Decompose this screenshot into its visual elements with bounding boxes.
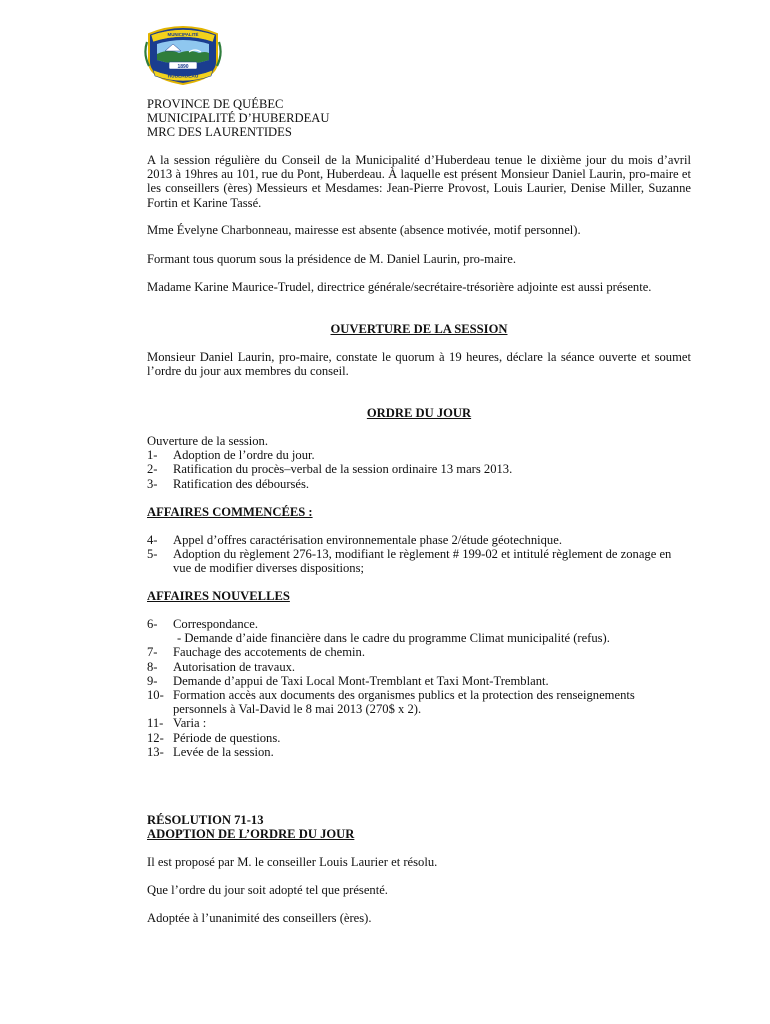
item-number: 6- (147, 617, 158, 631)
business-started-list (147, 533, 691, 576)
quorum-paragraph: Formant tous quorum sous la présidence de M. Daniel Laurin, pro-maire. (147, 252, 516, 266)
new-business-heading: AFFAIRES NOUVELLES (147, 589, 290, 603)
item-text: Fauchage des accotements de chemin. (173, 645, 365, 660)
logo-bottom-text: HUBERDEAU (167, 74, 199, 80)
list-item (147, 477, 691, 491)
resolution-header (147, 813, 691, 841)
business-started-items (147, 533, 691, 576)
municipality-line: MUNICIPALITÉ D’HUBERDEAU (147, 111, 330, 126)
item-text: Ratification des déboursés. (173, 476, 310, 491)
list-item (147, 645, 691, 659)
item-text: Appel d’offres caractérisation environnementale phase 2/étude géotechnique. (173, 533, 562, 547)
agenda-list (147, 434, 691, 491)
list-item (147, 660, 691, 674)
list-item (147, 731, 691, 745)
list-item (147, 448, 691, 462)
item-number: 1- (147, 448, 158, 463)
item-text: Demande d’appui de Taxi Local Mont-Tremblant et Taxi Mont-Tremblant. (173, 673, 549, 688)
item-text: Ratification du procès–verbal de la session ordinaire 13 mars 2013. (173, 462, 513, 477)
item-number: 9- (147, 673, 158, 688)
item-number: 10- (147, 688, 164, 703)
item-number: 2- (147, 462, 158, 477)
item-number: 3- (147, 476, 158, 491)
header-block (147, 97, 691, 140)
item-number: 12- (147, 730, 164, 745)
new-business-list (147, 617, 691, 759)
resolution-that: Que l’ordre du jour soit adopté tel que présenté. (147, 883, 388, 897)
resolution-title: ADOPTION DE L’ORDRE DU JOUR (147, 827, 355, 842)
province-line: PROVINCE DE QUÉBEC (147, 97, 284, 111)
item-number: 13- (147, 744, 164, 759)
list-item (147, 745, 691, 759)
agenda-items (147, 448, 691, 491)
intro-paragraph: A la session régulière du Conseil de la Municipalité d’Huberdeau tenue le dixième jour du mois d’avril 2013 à 19hres au 101, rue du Pont, Huberdeau. À laquelle est présent Monsieur Daniel Laurin, pro-maire et les conseillers (ères) Messieurs et Mesdames: Jean-Pierre Provost, Louis Laurier, Denise Miller, Suzanne Fortin et Karine Tassé. (147, 153, 691, 210)
opening-paragraph: Monsieur Daniel Laurin, pro-maire, constate le quorum à 19 heures, déclare la séance ouverte et soumet l’ordre du jour aux membres du conseil. (147, 350, 691, 379)
item-number: 7- (147, 645, 158, 660)
resolution-adopted: Adoptée à l’unanimité des conseillers (ères). (147, 911, 372, 925)
item-text: Autorisation de travaux. (173, 659, 296, 674)
list-item (147, 533, 691, 547)
list-item (147, 674, 691, 688)
item-text: Formation accès aux documents des organismes publics et la protection des renseignements personnels à Val-David le 8 mai 2013 (270$ x 2). (173, 688, 635, 717)
item-number: 5- (147, 547, 158, 562)
list-item (147, 547, 691, 575)
municipality-logo (143, 22, 223, 86)
item-text: - Demande d’aide financière dans le cadre du programme Climat municipalité (refus). (177, 631, 610, 646)
agenda-heading: ORDRE DU JOUR (366, 406, 472, 420)
resolution-number: RÉSOLUTION 71-13 (147, 813, 264, 827)
opening-heading: OUVERTURE DE LA SESSION (330, 322, 508, 336)
business-started-heading: AFFAIRES COMMENCÉES : (147, 505, 313, 519)
mrc-line: MRC DES LAURENTIDES (147, 125, 292, 140)
logo-year-text: 1890 (177, 64, 189, 70)
item-text: Adoption de l’ordre du jour. (173, 448, 315, 463)
resolution-proposed: Il est proposé par M. le conseiller Louis Laurier et résolu. (147, 855, 438, 869)
list-item (147, 462, 691, 476)
list-item (147, 631, 691, 645)
item-number: 8- (147, 659, 158, 674)
list-item (147, 617, 691, 631)
item-text: Correspondance. (173, 617, 258, 631)
new-business-items (147, 617, 691, 759)
absence-paragraph: Mme Évelyne Charbonneau, mairesse est absente (absence motivée, motif personnel). (147, 223, 581, 237)
item-text: Période de questions. (173, 730, 281, 745)
item-text: Levée de la session. (173, 744, 274, 759)
list-item (147, 716, 691, 730)
logo-top-text: MUNICIPALITÉ (167, 32, 199, 37)
agenda-opening-item: Ouverture de la session. (147, 434, 269, 448)
item-text: Varia : (173, 716, 207, 731)
director-paragraph: Madame Karine Maurice-Trudel, directrice générale/secrétaire-trésorière adjointe est aussi présente. (147, 280, 652, 294)
list-item (147, 688, 691, 716)
item-text: Adoption du règlement 276-13, modifiant le règlement # 199-02 et intitulé règlement de zonage en vue de modifier diverses dispositions; (173, 547, 672, 576)
item-number: 11- (147, 716, 164, 731)
item-number: 4- (147, 533, 158, 547)
